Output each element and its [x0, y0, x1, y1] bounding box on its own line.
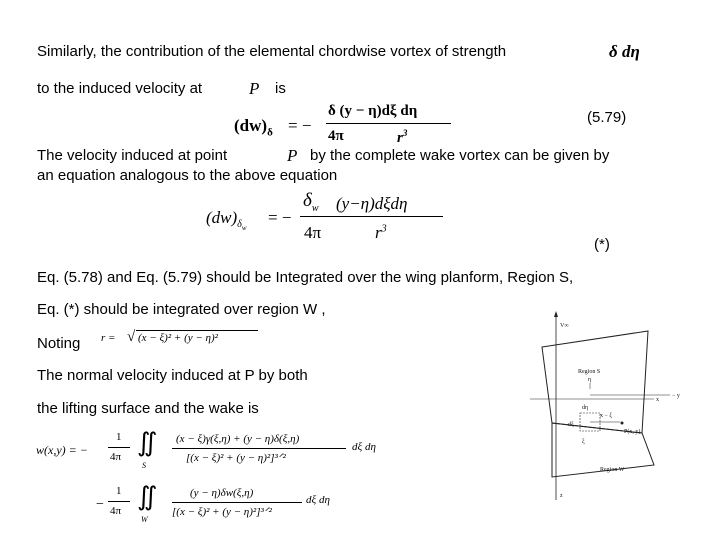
final-differential-2: dξ dη [306, 494, 330, 506]
text-line-7: Noting [37, 335, 81, 352]
text-line-8: The normal velocity induced at P by both [37, 367, 308, 384]
final-four-pi-2: 4π [110, 505, 122, 517]
eqstar-label: (*) [594, 236, 610, 253]
final-numerator-1: (x − ξ)γ(ξ,η) + (y − η)δ(ξ,η) [176, 433, 300, 445]
final-region-w: W [141, 515, 148, 524]
final-one-1: 1 [116, 431, 122, 443]
eqstar-denominator-right: $r^3$ [375, 223, 387, 242]
eqstar-denominator-left: 4π [304, 223, 322, 242]
final-numerator-2: (y − η)δw(ξ,η) [190, 487, 254, 499]
eq579-fraction-bar [326, 123, 451, 124]
eqstar-numerator: (y−η)dξdη [336, 194, 408, 213]
eq579-denominator-left: 4π [328, 128, 344, 144]
text-line-3: The velocity induced at point [37, 147, 228, 164]
final-coef-bar-1 [108, 447, 130, 448]
final-fraction-bar-2 [172, 502, 302, 503]
wing-wake-figure [530, 305, 720, 505]
final-four-pi-1: 4π [110, 451, 122, 463]
deta-label: dη [582, 405, 589, 411]
text-line-2-end: is [275, 80, 286, 97]
final-denominator-1: [(x − ξ)² + (y − η)²]³ᐟ² [186, 452, 286, 464]
eq579-denominator-right: $r^3$ [397, 128, 408, 146]
z-axis-arrow [554, 311, 558, 317]
region-w-label: Region W [600, 467, 625, 473]
region-s-outline [542, 331, 648, 433]
xi-label: ξ [582, 439, 585, 445]
text-line-4: an equation analogous to the above equation [37, 167, 338, 184]
point-p-symbol-2: P [287, 146, 298, 165]
v-inf-label: V∞ [560, 323, 569, 329]
eta-label: η [588, 377, 592, 383]
dxi-label: dξ [568, 422, 574, 428]
eq579-lhs: $(dw)_\delta$ [234, 116, 273, 139]
final-denominator-2: [(x − ξ)² + (y − η)²]³ᐟ² [172, 506, 272, 518]
eqstar-equals: = − [268, 208, 292, 227]
r-def-vinculum [136, 330, 258, 331]
eqstar-delta-w: $\delta_w$ [303, 190, 319, 214]
vortex-strength-symbol: δ dη [609, 42, 640, 61]
final-double-integral-2: ∬ [137, 482, 158, 511]
final-coef-bar-2 [108, 501, 130, 502]
final-region-s: S [142, 461, 146, 470]
text-line-5: Eq. (5.78) and Eq. (5.79) should be Integrated over the wing planform, Region S, [37, 269, 574, 286]
final-one-2: 1 [116, 485, 122, 497]
final-lhs: w(x,y) = − [36, 443, 88, 457]
final-minus: − [96, 497, 104, 512]
r-def-body: (x − ξ)² + (y − η)² [138, 332, 218, 344]
y-axis-label: − y [672, 393, 680, 399]
text-line-2: to the induced velocity at [37, 80, 203, 97]
final-double-integral-1: ∬ [137, 428, 158, 457]
text-line-3-end: by the complete wake vortex can be given by [310, 147, 610, 164]
eq579-equals: = − [288, 116, 312, 135]
text-line-9: the lifting surface and the wake is [37, 400, 259, 417]
point-p-label: P(x, y) [624, 429, 641, 435]
final-differential-1: dξ dη [352, 441, 376, 453]
point-p-symbol: P [249, 79, 260, 98]
eqstar-fraction-bar [300, 216, 443, 217]
text-line-1: Similarly, the contribution of the elemental chordwise vortex of strength [37, 43, 507, 60]
region-s-label: Region S [578, 369, 601, 375]
z-axis-label: z [560, 493, 563, 499]
text-line-6: Eq. (*) should be integrated over region W , [37, 301, 326, 318]
x-minus-xi-label: x − ξ [600, 413, 613, 419]
eqstar-lhs: $(dw)_{\delta_w}$ [206, 208, 247, 233]
eq579-numerator: δ (y − η)dξ dη [328, 103, 418, 119]
r-def-radical: √ [127, 329, 136, 345]
point-p-marker [621, 422, 624, 425]
eq579-label: (5.79) [587, 109, 627, 126]
x-axis-label: x [656, 397, 659, 403]
final-fraction-bar-1 [172, 448, 346, 449]
r-def-lhs: r = [101, 332, 116, 344]
